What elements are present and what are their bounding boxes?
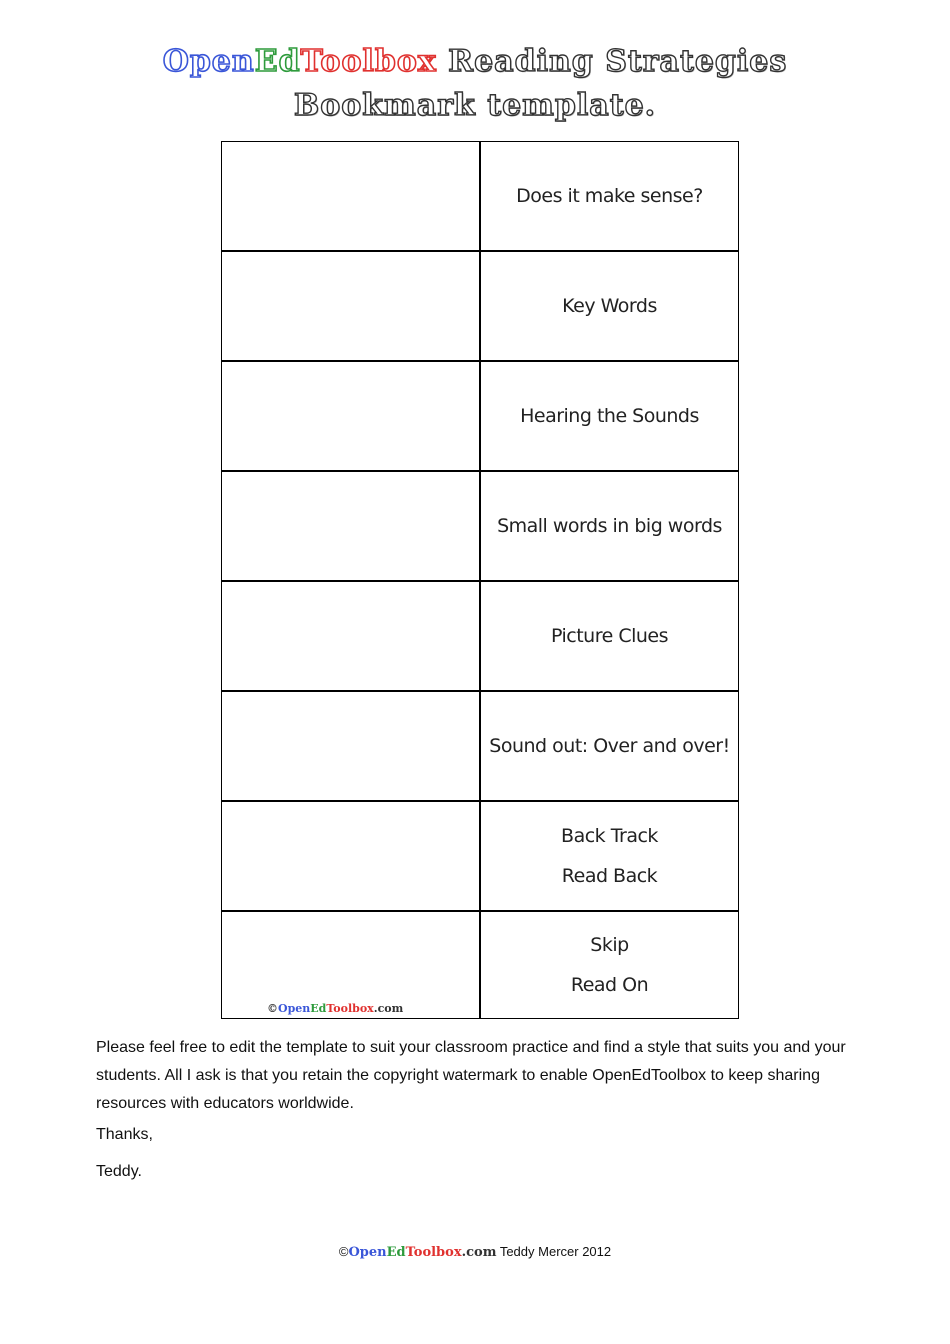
strategy-text: Read Back [561,865,658,887]
bookmark-strategy-cell [480,361,739,471]
watermark-brand-com: .com [373,1002,404,1015]
bookmark-strategy-cell [480,141,739,251]
bookmark-strategy-cell [480,251,739,361]
strategy-text: Key Words [562,295,657,317]
footer-brand-toolbox: Toolbox [405,1245,462,1260]
title-brand-toolbox: Toolbox [300,44,437,79]
footer-copyright-symbol: © [338,1244,349,1259]
bookmark-strategy-cell [480,691,739,801]
footer-author: Teddy Mercer 2012 [496,1244,612,1259]
strategy-text: Sound out: Over and over! [489,735,730,757]
bookmark-strategy-cell [480,581,739,691]
bookmark-blank-cell [221,581,480,691]
signoff-text: Teddy. [96,1163,142,1180]
watermark-brand-toolbox: Toolbox [326,1002,374,1015]
strategy-text: Picture Clues [550,625,669,647]
watermark-brand-open: Open [278,1002,311,1015]
page-title-line-1 [0,44,950,79]
bookmark-strategy-cell [480,911,739,1019]
watermark-brand-ed: Ed [310,1002,327,1015]
bookmark-grid [221,141,739,1019]
strategy-text: Does it make sense? [516,185,703,207]
bookmark-blank-cell [221,251,480,361]
footer-copyright [0,1244,950,1260]
thanks-text: Thanks, [96,1126,153,1143]
page-title-line-2 [0,88,950,123]
bookmark-blank-cell [221,361,480,471]
instructions-paragraph: Please feel free to edit the template to suit your classroom practice and find a style that suits you and your students. All I ask is that you retain the copyright watermark to enable OpenEdToolbox to keep sharing resources with educators worldwide. [96,1039,846,1112]
bookmark-blank-cell [221,141,480,251]
title-brand-open: Open [162,44,255,79]
bookmark-blank-cell [221,691,480,801]
title-line-1-text: Reading Strategies [436,44,788,79]
strategy-text: Read On [570,974,649,996]
strategy-text: Small words in big words [497,515,722,537]
bookmark-strategy-cell [480,801,739,911]
footer-brand-com: .com [461,1245,497,1260]
strategy-text: Back Track [561,825,658,847]
watermark-copyright-symbol: © [267,1002,278,1015]
bookmark-blank-cell [221,911,480,1019]
title-brand-ed: Ed [254,44,301,79]
footer-brand-open: Open [348,1245,387,1260]
bookmark-blank-cell [221,471,480,581]
footer-brand-ed: Ed [386,1245,406,1260]
title-line-2-text: Bookmark template. [293,88,657,123]
bookmark-blank-cell [221,801,480,911]
bookmark-watermark [267,1002,403,1015]
bookmark-strategy-cell [480,471,739,581]
strategy-text: Skip [590,934,629,956]
strategy-text: Hearing the Sounds [520,405,699,427]
